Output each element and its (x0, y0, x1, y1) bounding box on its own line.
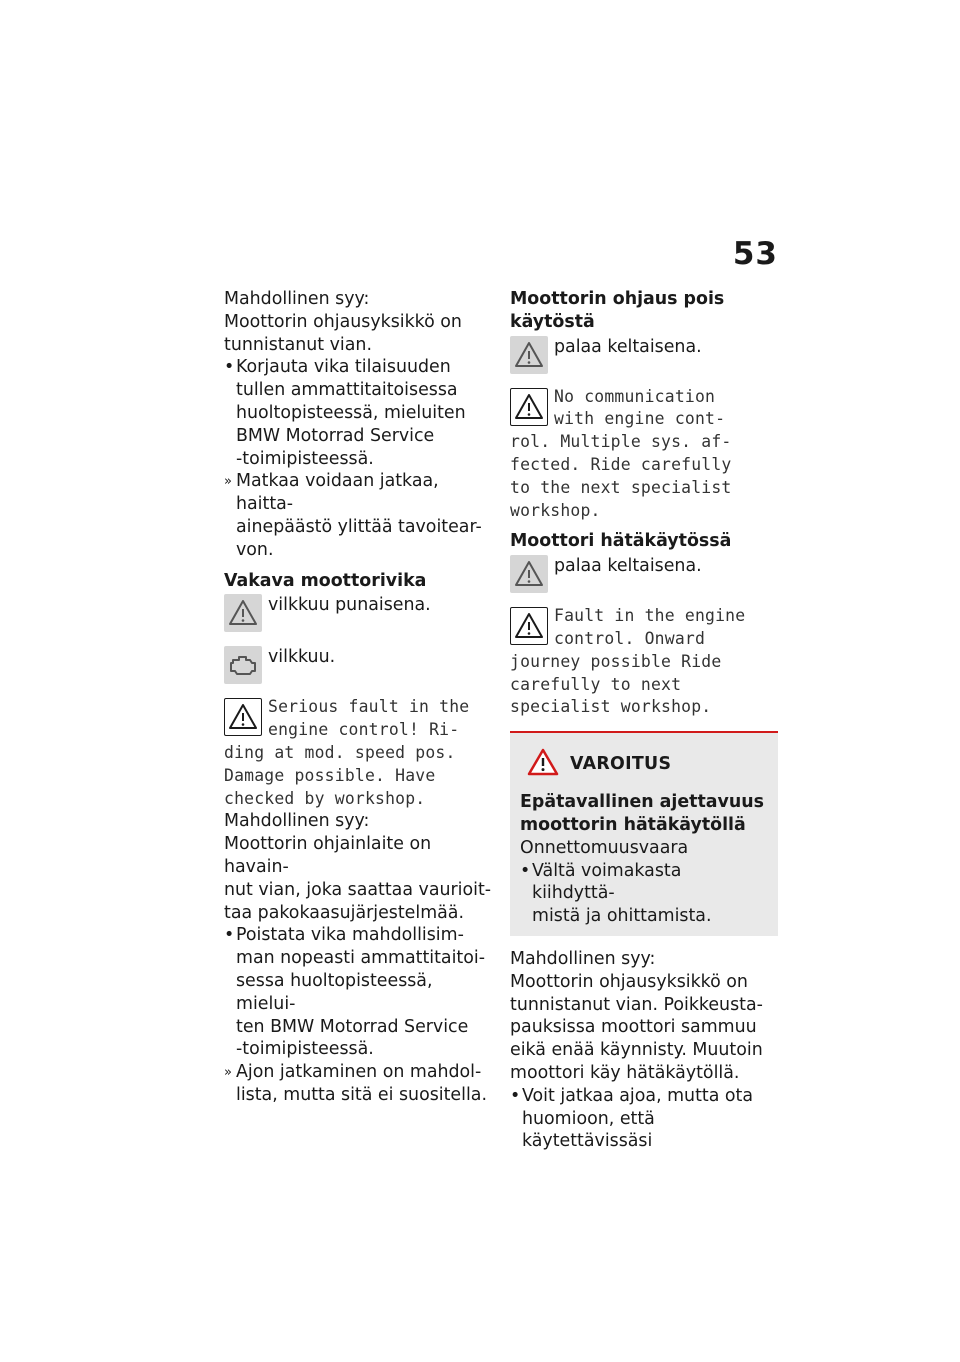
warning-title: VAROITUS (570, 754, 672, 775)
warning-triangle-icon (526, 747, 560, 781)
display-message (224, 696, 492, 810)
result-item: » Matkaa voidaan jatkaa, haitta- ainepäästö ylittää tavoitear- von. (224, 471, 482, 560)
warning-heading: Epätavallinen ajettavuus moottorin hätäkäytöllä (520, 792, 764, 835)
bullet-marker: • (224, 357, 235, 378)
display-message (510, 386, 778, 523)
display-text: Fault in the engine control. Onward journey possible Ride carefully to next specialist workshop. (510, 606, 746, 717)
action-bullet: • Poistata vika mahdollisim- man nopeasti ammattitaitoi- sessa huoltopisteessä, mielui- ten BMW Motorrad Service -toimipisteessä. (224, 925, 485, 1060)
warning-bullet: • Vältä voimakasta kiihdyttä- mistä ja ohittamista. (520, 860, 712, 927)
display-text: No communication with engine cont- rol. Multiple sys. af- fected. Ride carefully to the next specialist workshop. (510, 386, 732, 520)
bullet-marker: • (224, 925, 235, 946)
result-arrow-icon: » (224, 1065, 232, 1081)
warning-triangle-icon (510, 336, 548, 374)
action-bullet: • Voit jatkaa ajoa, mutta ota huomioon, että käytettävissäsi (510, 1085, 754, 1152)
warning-box (510, 731, 778, 936)
warning-subtitle: Onnettomuusvaara (520, 837, 689, 858)
left-column (224, 288, 492, 1107)
warning-triangle-icon (510, 555, 548, 593)
engine-icon (224, 646, 262, 684)
page-number: 53 (732, 236, 778, 272)
cause-text: Moottorin ohjausyksikkö on tunnistanut vian. Poikkeusta- pauksissa moottori sammuu eikä enää käynnisty. Muutoin moottori käy hätäkäytöllä. (510, 971, 763, 1083)
action-bullet: • Korjauta vika tilaisuuden tullen ammattitaitoisessa huoltopisteessä, mieluiten BMW Motorrad Service -toimipisteessä. (224, 357, 466, 469)
warning-triangle-icon (510, 388, 548, 426)
cause-label: Mahdollinen syy: (224, 289, 370, 309)
warning-triangle-icon (224, 698, 262, 736)
warning-header (520, 747, 768, 781)
indicator-row (510, 334, 778, 378)
indicator-text: vilkkuu punaisena. (268, 595, 431, 616)
cause-label: Mahdollinen syy: (224, 811, 370, 832)
warning-triangle-icon (510, 607, 548, 645)
cause-text: Moottorin ohjainlaite on havain- nut vian, joka saattaa vaurioit- taa pakokaasujärjestelmää. (224, 834, 492, 923)
result-item: » Ajon jatkaminen on mahdol- lista, mutta sitä ei suositella. (224, 1062, 487, 1105)
section-heading: Vakava moottorivika (224, 570, 427, 591)
display-text: Serious fault in the engine control! Ri- ding at mod. speed pos. Damage possible. Have checked by workshop. (224, 697, 470, 808)
display-message (510, 605, 778, 719)
indicator-row (224, 644, 492, 688)
warning-triangle-icon (224, 594, 262, 632)
indicator-row (510, 553, 778, 597)
indicator-text: palaa keltaisena. (554, 336, 702, 357)
section-heading: Moottori hätäkäytössä (510, 531, 732, 552)
cause-text: Moottorin ohjausyksikkö on tunnistanut vian. (224, 311, 462, 355)
indicator-text: vilkkuu. (268, 647, 336, 668)
right-column (510, 288, 778, 1153)
indicator-row (224, 592, 492, 636)
bullet-marker: • (510, 1085, 521, 1106)
result-arrow-icon: » (224, 474, 232, 490)
bullet-marker: • (520, 860, 531, 881)
section-heading: Moottorin ohjaus pois käytöstä (510, 289, 725, 332)
indicator-text: palaa keltaisena. (554, 556, 702, 577)
cause-label: Mahdollinen syy: (510, 948, 656, 969)
